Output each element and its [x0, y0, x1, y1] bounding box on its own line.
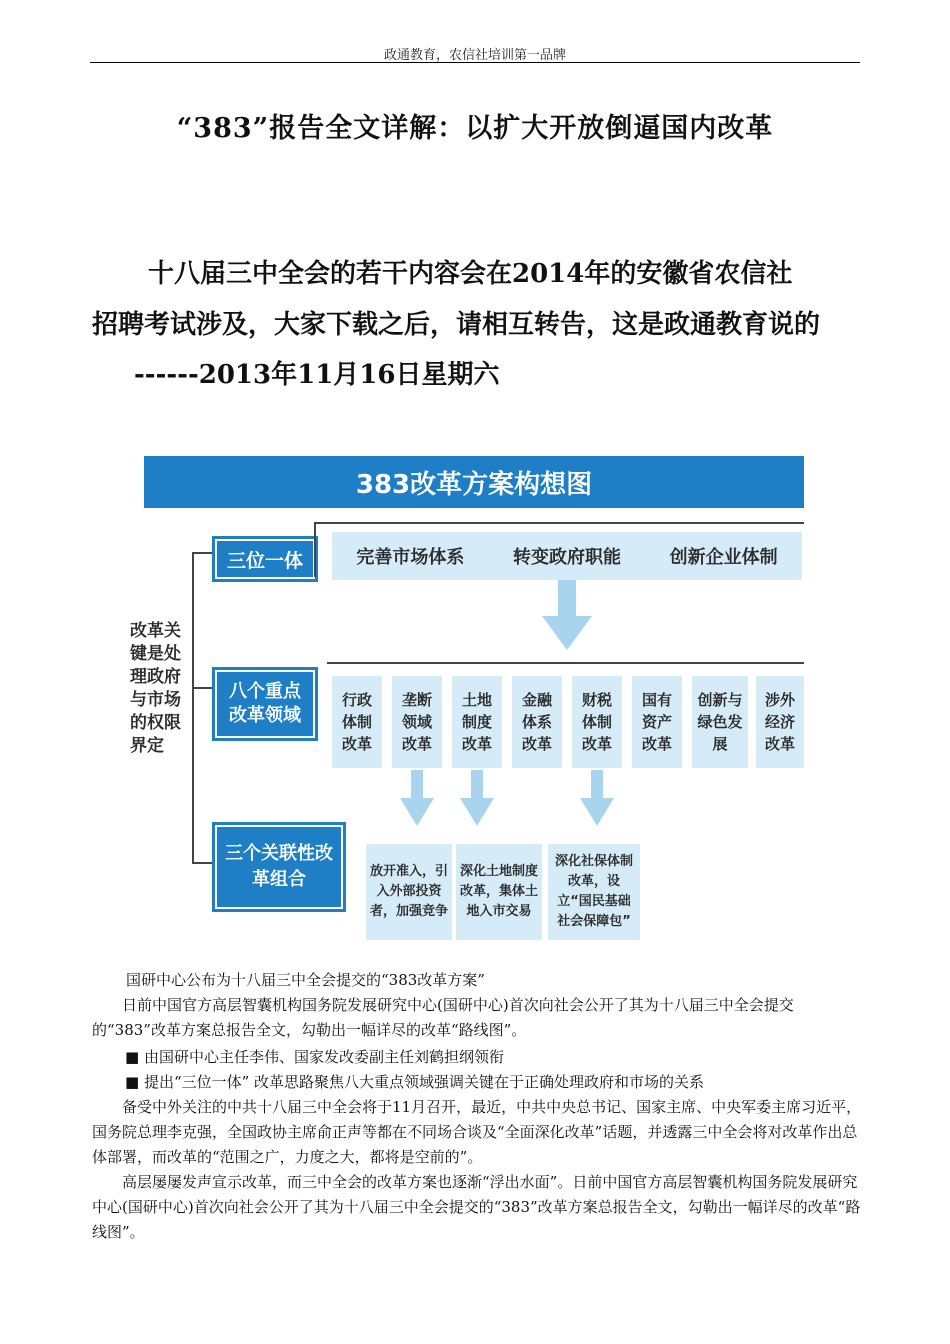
side-note: 改革关键是处理政府与市场的权限界定 — [130, 621, 181, 756]
page-header: 政通教育，农信社培训第一品牌 — [383, 48, 566, 63]
paragraph-2: 备受中外关注的中共十八届三中全会将于11月召开，最近，中共中央总书记、国家主席、中央军委主席习近平，国务院总理李克强，全国政协主席俞正声等都在不同场合谈及“全面深化改革”话题，并透露三中全会将对改革作出总体部署，而改革的“范围之广，力度之大，都将是空前的”。 — [92, 1098, 862, 1166]
row2-item: 财税体制改革 — [572, 676, 622, 768]
intro-line-3: ------2013年11月16日星期六 — [134, 360, 500, 390]
bracket-middle-line — [192, 687, 212, 689]
header-rule — [90, 62, 860, 63]
down-arrow-large — [542, 580, 592, 652]
row2-label — [212, 667, 318, 741]
paragraph-3: 高层屡屡发声宣示改革，而三中全会的改革方案也逐渐“浮出水面”。日前中国官方高层智囊机构国务院发展研究中心(国研中心)首次向社会公开了其为十八届三中全会提交的“383”改革方案总报告全文，勾勒出一幅详尽的改革“路线图”。 — [92, 1173, 861, 1241]
row2-item: 创新与绿色发展 — [692, 676, 748, 768]
down-arrow-small — [400, 770, 434, 828]
down-arrow-small — [580, 770, 614, 828]
intro-line-2: 招聘考试涉及，大家下载之后，请相互转告，这是政通教育说的 — [92, 310, 821, 340]
row1-item-1: 完善市场体系 — [356, 547, 465, 568]
row2-item: 垄断领域改革 — [392, 676, 442, 768]
row2-item: 国有资产改革 — [632, 676, 682, 768]
row3-item: 深化土地制度改革，集体土地入市交易 — [456, 844, 542, 940]
bracket-bottom-line — [192, 862, 212, 864]
document-title: “383”报告全文详解：以扩大开放倒逼国内改革 — [176, 113, 774, 144]
figure-caption: 国研中心公布为十八届三中全会提交的“383改革方案” — [126, 971, 485, 989]
bracket-vertical-line — [192, 552, 194, 864]
reform-diagram — [92, 452, 812, 947]
row2-item: 涉外经济改革 — [756, 676, 804, 768]
row2-top-line — [327, 662, 804, 664]
row1-label: 三位一体 — [212, 536, 318, 582]
row3-item: 深化社保体制改革，设立“国民基础社会保障包” — [548, 844, 640, 940]
bullet-1: ■ 由国研中心主任李伟、国家发改委副主任刘鹤担纲领衔 — [125, 1048, 504, 1066]
paragraph-1: 日前中国官方高层智囊机构国务院发展研究中心(国研中心)首次向社会公开了其为十八届三中全会提交的“383”改革方案总报告全文，勾勒出一幅详尽的改革“路线图”。 — [92, 996, 794, 1039]
row1-strip — [332, 532, 802, 580]
row1-item-2: 转变政府职能 — [512, 547, 621, 568]
down-arrow-small — [460, 770, 494, 828]
diagram-title: 383改革方案构想图 — [144, 456, 804, 508]
row3-item: 放开准入，引入外部投资者，加强竞争 — [366, 844, 452, 940]
row2-item: 土地制度改革 — [452, 676, 502, 768]
row3-label-text: 三个关联性改革组合 — [225, 843, 333, 890]
row3-label — [212, 822, 346, 912]
bracket-top-line — [192, 552, 212, 554]
bullet-2: ■ 提出“三位一体” 改革思路聚焦八大重点领域强调关键在于正确处理政府和市场的关系 — [125, 1073, 705, 1091]
row1-item-3: 创新企业体制 — [669, 547, 778, 568]
row2-item: 行政体制改革 — [332, 676, 382, 768]
intro-line-1: 十八届三中全会的若干内容会在2014年的安徽省农信社 — [148, 259, 793, 289]
row1-top-line — [314, 522, 804, 524]
row2-label-text: 八个重点改革领域 — [229, 681, 301, 726]
row1-left-line — [314, 522, 316, 577]
row2-item: 金融体系改革 — [512, 676, 562, 768]
